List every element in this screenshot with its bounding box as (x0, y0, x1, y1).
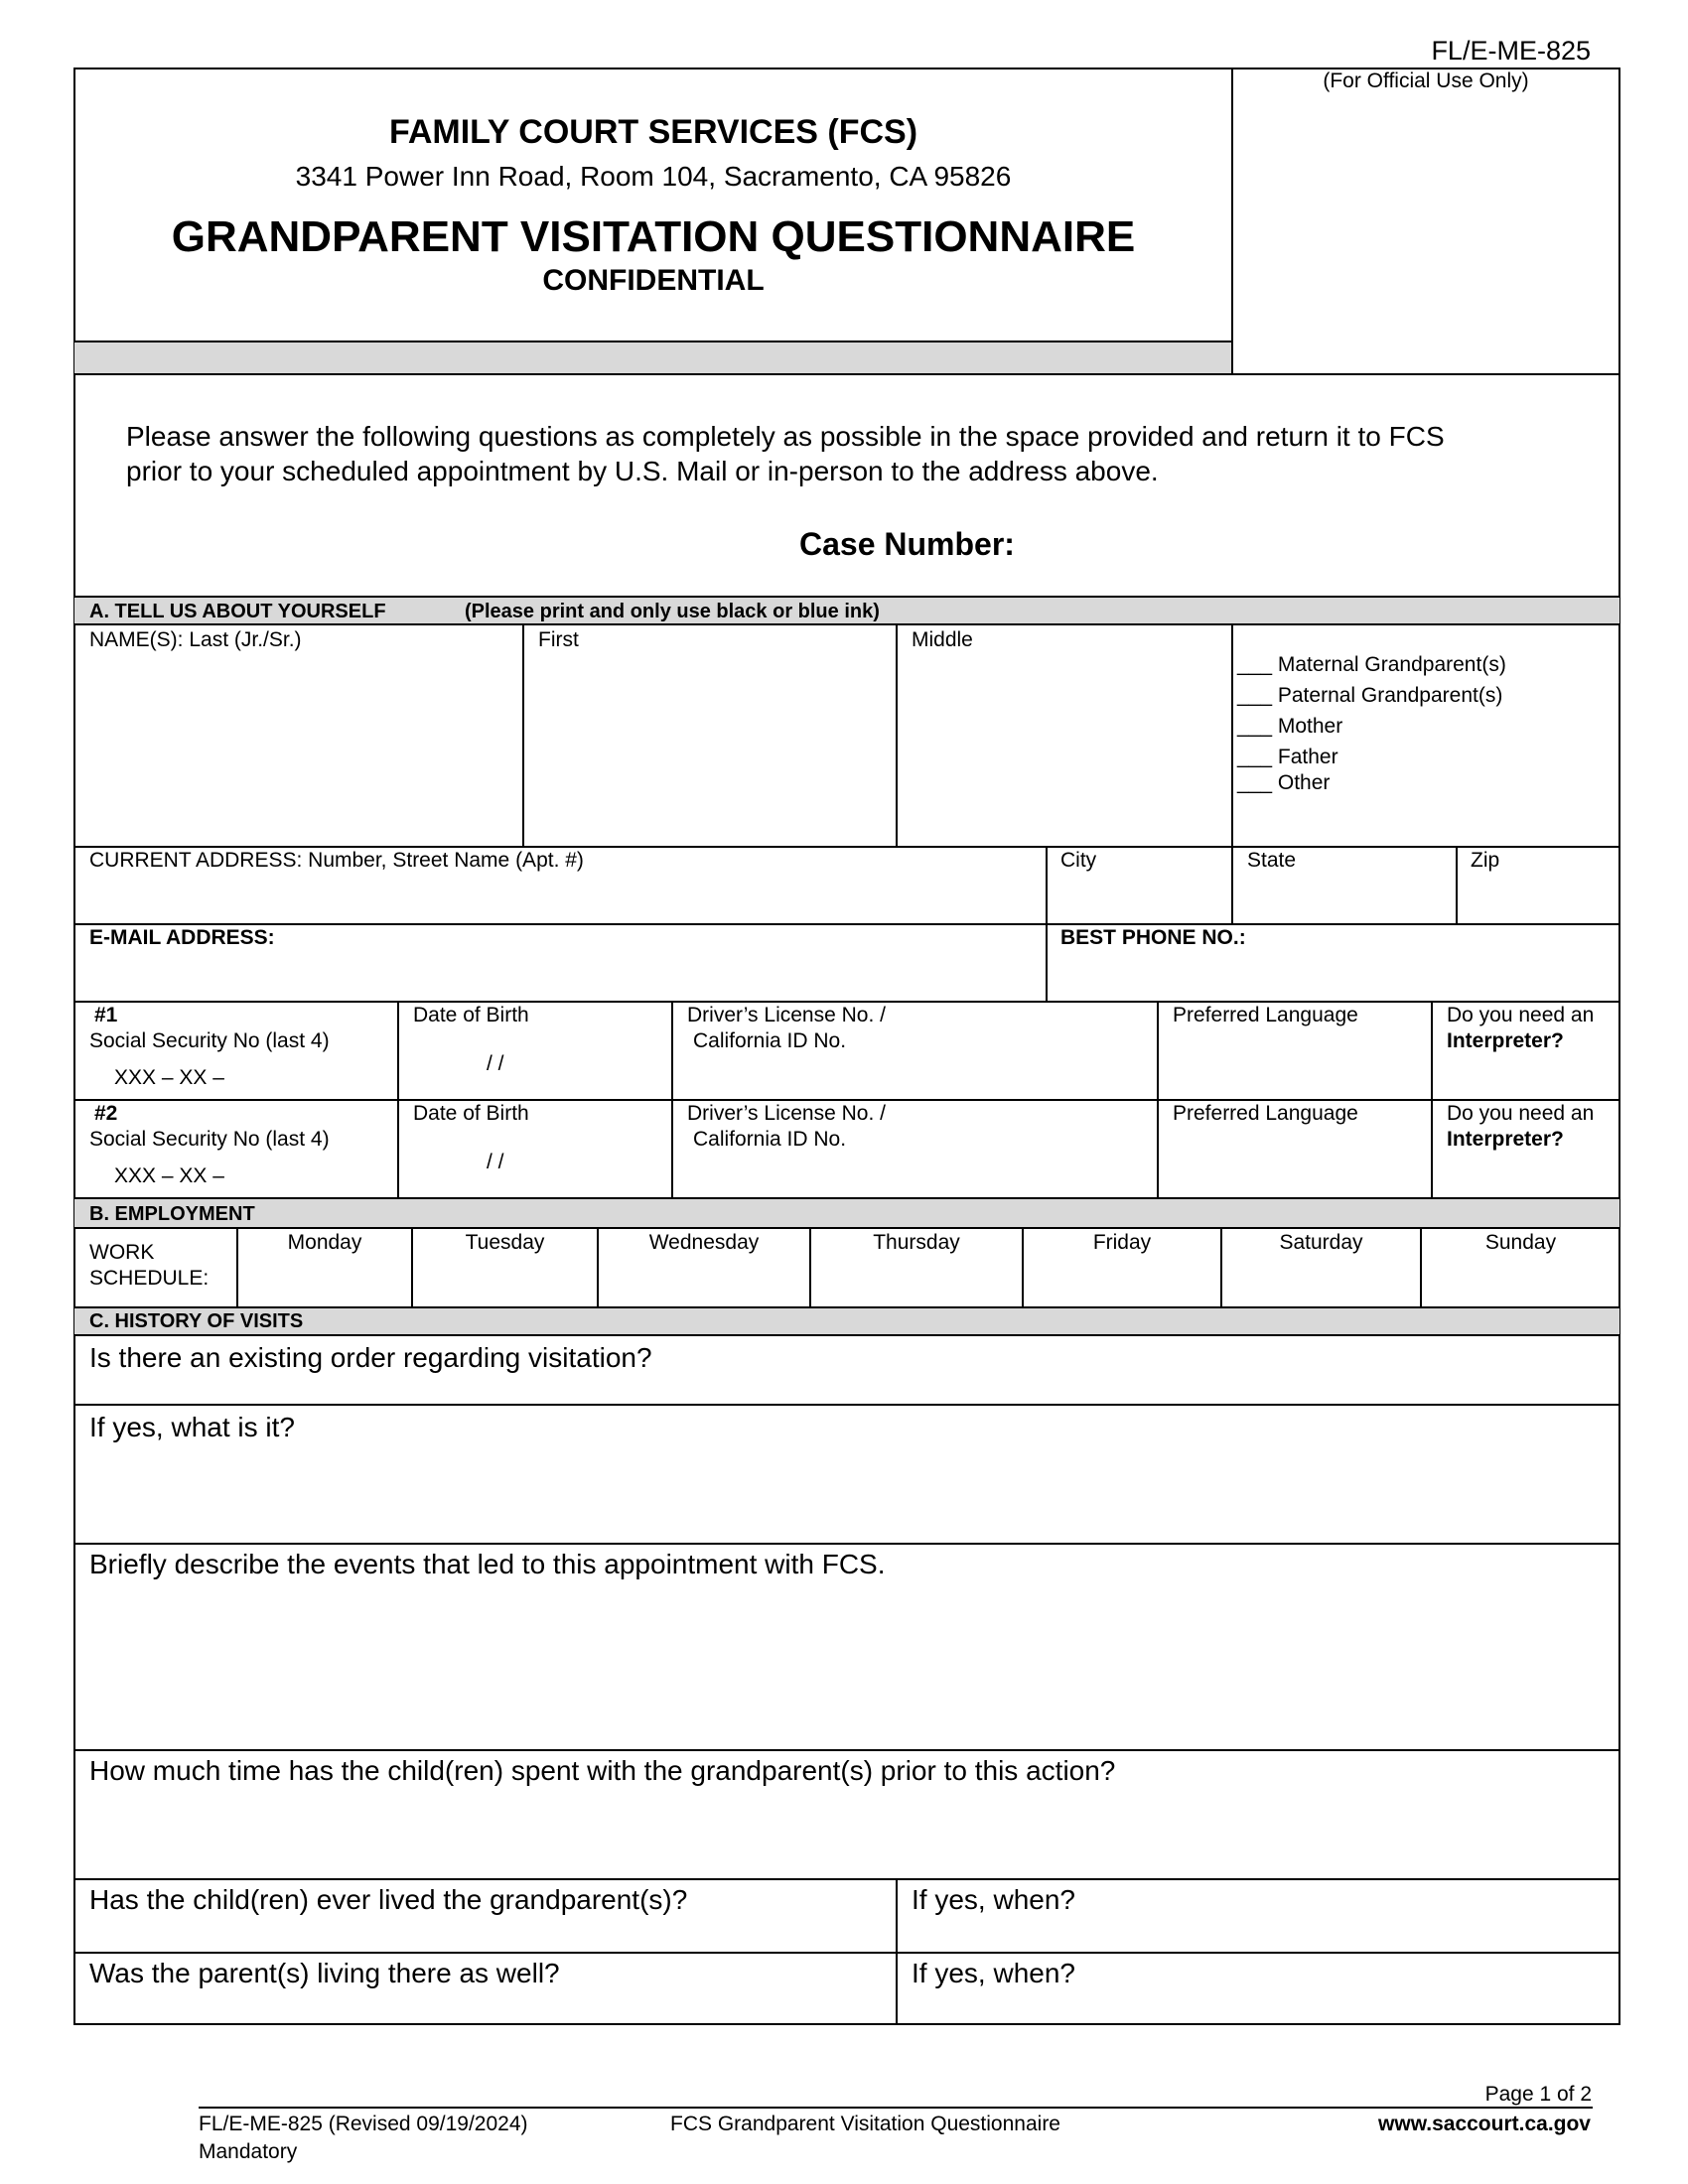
section-c-title: C. HISTORY OF VISITS (89, 1310, 304, 1332)
official-use-label: (For Official Use Only) (1323, 69, 1529, 92)
city-label: City (1060, 849, 1097, 872)
person-2-ssn-format: XXX – XX – (114, 1164, 224, 1187)
person-2-number: #2 (94, 1102, 118, 1125)
person-2-dob-label: Date of Birth (413, 1102, 529, 1125)
day-monday: Monday (287, 1231, 362, 1254)
case-number-label: Case Number: (799, 526, 1015, 562)
day-sunday: Sunday (1484, 1231, 1557, 1254)
zip-label: Zip (1471, 849, 1500, 872)
question-time-spent: How much time has the child(ren) spent with the grandparent(s) prior to this action? (89, 1755, 1116, 1786)
day-tuesday: Tuesday (465, 1231, 545, 1254)
day-saturday: Saturday (1279, 1231, 1363, 1254)
phone-label: BEST PHONE NO.: (1060, 926, 1246, 949)
email-label: E-MAIL ADDRESS: (89, 926, 275, 949)
question-order-details: If yes, what is it? (89, 1412, 295, 1442)
day-thursday: Thursday (873, 1231, 960, 1254)
day-friday: Friday (1092, 1231, 1152, 1254)
header-gray-band (74, 341, 1231, 373)
org-name: FAMILY COURT SERVICES (FCS) (388, 113, 918, 151)
person-2-license-label-2: California ID No. (693, 1128, 847, 1151)
intro-line-2: prior to your scheduled appointment by U.S. Mail or in-person to the address above. (126, 456, 1159, 486)
relation-father[interactable]: ___ Father (1237, 746, 1338, 768)
person-1-license-label-2: California ID No. (693, 1029, 847, 1052)
relation-paternal[interactable]: ___ Paternal Grandparent(s) (1237, 684, 1503, 707)
question-existing-order: Is there an existing order regarding visitation? (89, 1342, 652, 1373)
section-c-header (74, 1306, 1619, 1336)
person-1-ssn-label: Social Security No (last 4) (89, 1029, 330, 1052)
section-b-title: B. EMPLOYMENT (89, 1203, 255, 1225)
header-divider (1231, 68, 1233, 375)
footer-form-name: FCS Grandparent Visitation Questionnaire (670, 2113, 1060, 2135)
section-a-note: (Please print and only use black or blue ink) (465, 601, 880, 622)
footer-url[interactable]: www.saccourt.ca.gov (1378, 2113, 1591, 2135)
form-code: FL/E-ME-825 (1431, 36, 1591, 66)
page-number: Page 1 of 2 (1484, 2083, 1592, 2106)
person-2-language-label: Preferred Language (1173, 1102, 1358, 1125)
day-wednesday: Wednesday (648, 1231, 760, 1254)
person-1-language-label: Preferred Language (1173, 1004, 1358, 1026)
footer-revised: FL/E-ME-825 (Revised 09/19/2024) (199, 2113, 528, 2135)
person-1-number: #1 (94, 1004, 118, 1026)
person-2-ssn-label: Social Security No (last 4) (89, 1128, 330, 1151)
state-label: State (1247, 849, 1297, 872)
form-subtitle: CONFIDENTIAL (542, 264, 765, 297)
person-1-dob-format: / / (487, 1052, 504, 1075)
intro-line-1: Please answer the following questions as completely as possible in the space provided and return it to FCS (126, 421, 1445, 452)
name-middle-label: Middle (912, 628, 973, 651)
question-parent-when: If yes, when? (912, 1958, 1075, 1988)
work-label: WORK (89, 1241, 155, 1264)
person-2-dob-format: / / (487, 1151, 504, 1173)
address-label: CURRENT ADDRESS: Number, Street Name (Apt. #) (89, 849, 584, 872)
schedule-label: SCHEDULE: (89, 1267, 210, 1290)
org-address: 3341 Power Inn Road, Room 104, Sacramento, CA 95826 (295, 161, 1012, 192)
person-1-interpreter-label: Do you need an (1447, 1004, 1595, 1026)
person-1-license-label: Driver’s License No. / (687, 1004, 886, 1026)
person-1-dob-label: Date of Birth (413, 1004, 529, 1026)
question-parent-living: Was the parent(s) living there as well? (89, 1958, 560, 1988)
relation-mother[interactable]: ___ Mother (1237, 715, 1343, 738)
person-1-ssn-format: XXX – XX – (114, 1066, 224, 1089)
section-a-title: A. TELL US ABOUT YOURSELF (89, 601, 386, 622)
footer-mandatory: Mandatory (199, 2140, 298, 2163)
section-b-header (74, 1197, 1619, 1229)
footer-rule (199, 2107, 1593, 2109)
person-2-interpreter-label-2: Interpreter? (1447, 1128, 1564, 1151)
person-2-interpreter-label: Do you need an (1447, 1102, 1595, 1125)
question-events: Briefly describe the events that led to this appointment with FCS. (89, 1549, 886, 1579)
question-lived-when: If yes, when? (912, 1884, 1075, 1915)
person-1-interpreter-label-2: Interpreter? (1447, 1029, 1564, 1052)
relation-maternal[interactable]: ___ Maternal Grandparent(s) (1237, 653, 1506, 676)
name-first-label: First (538, 628, 579, 651)
person-2-license-label: Driver’s License No. / (687, 1102, 886, 1125)
form-title: GRANDPARENT VISITATION QUESTIONNAIRE (171, 212, 1136, 261)
relation-other[interactable]: ___ Other (1237, 771, 1331, 794)
question-lived-with: Has the child(ren) ever lived the grandparent(s)? (89, 1884, 688, 1915)
name-last-label: NAME(S): Last (Jr./Sr.) (89, 628, 302, 651)
